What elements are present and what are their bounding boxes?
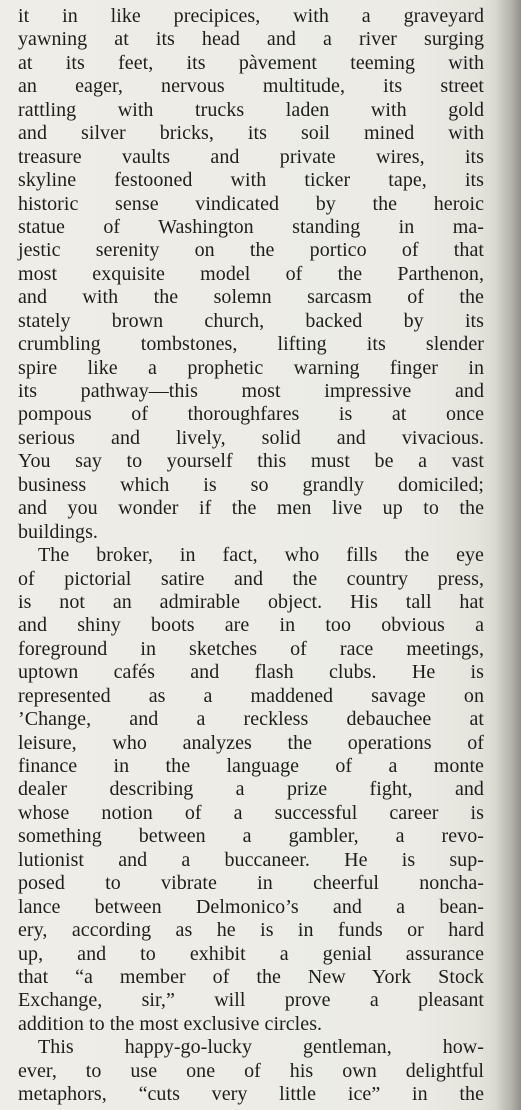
- body-text: [18, 5, 484, 1107]
- page-gutter-shadow: [495, 0, 521, 1110]
- text-line: something between a gambler, a revo-: [18, 825, 484, 848]
- text-line: up, and to exhibit a genial assurance: [18, 942, 484, 965]
- text-line: posed to vibrate in cheerful noncha-: [18, 872, 484, 895]
- text-line: The broker, in fact, who fills the eye: [38, 544, 484, 567]
- text-line: You say to yourself this must be a vast: [18, 450, 484, 473]
- text-line: it in like precipices, with a graveyard: [18, 5, 484, 27]
- text-line: and with the solemn sarcasm of the: [18, 286, 484, 309]
- text-line: ever, to use one of his own delightful: [18, 1059, 484, 1082]
- text-line: foreground in sketches of race meetings,: [18, 637, 484, 660]
- text-line: spire like a prophetic warning finger in: [18, 356, 484, 379]
- text-line: ’Change, and a reckless debauchee at: [18, 708, 484, 731]
- text-line: that “a member of the New York Stock: [18, 965, 484, 988]
- text-line: historic sense vindicated by the heroic: [18, 192, 484, 215]
- text-line: leisure, who analyzes the operations of: [18, 731, 484, 754]
- text-line: of pictorial satire and the country press,: [18, 567, 484, 590]
- text-line: ery, according as he is in funds or hard: [18, 919, 484, 942]
- text-line: and silver bricks, its soil mined with: [18, 122, 484, 145]
- text-line: pompous of thoroughfares is at once: [18, 403, 484, 426]
- text-line: statue of Washington standing in ma-: [18, 215, 484, 238]
- text-line: yawning at its head and a river surging: [18, 28, 484, 51]
- paragraph: [18, 5, 484, 544]
- text-line: Exchange, sir,” will prove a pleasant: [18, 989, 484, 1012]
- text-line: lutionist and a buccaneer. He is sup-: [18, 848, 484, 871]
- text-line: jestic serenity on the portico of that: [18, 239, 484, 262]
- text-line: stately brown church, backed by its: [18, 309, 484, 332]
- text-line: and shiny boots are in too obvious a: [18, 614, 484, 637]
- text-line: represented as a maddened savage on: [18, 684, 484, 707]
- text-line: is not an admirable object. His tall hat: [18, 590, 484, 613]
- text-line: most exquisite model of the Parthenon,: [18, 262, 484, 285]
- text-line: uptown cafés and flash clubs. He is: [18, 661, 484, 684]
- text-line: This happy-go-lucky gentleman, how-: [38, 1036, 484, 1059]
- text-line: buildings.: [18, 520, 98, 543]
- text-line: at its feet, its pàvement teeming with: [18, 51, 484, 74]
- text-line: metaphors, “cuts very little ice” in the: [18, 1083, 484, 1106]
- text-line: treasure vaults and private wires, its: [18, 145, 484, 168]
- text-line: its pathway—this most impressive and: [18, 380, 484, 402]
- text-line: business which is so grandly domiciled;: [18, 473, 484, 496]
- paragraph: [18, 544, 484, 1036]
- text-line: whose notion of a successful career is: [18, 801, 484, 824]
- text-line: and you wonder if the men live up to the: [18, 497, 484, 520]
- text-line: dealer describing a prize fight, and: [18, 778, 484, 801]
- text-line: rattling with trucks laden with gold: [18, 98, 484, 121]
- text-line: lance between Delmonico’s and a bean-: [18, 895, 484, 918]
- text-line: crumbling tombstones, lifting its slender: [18, 333, 484, 356]
- text-line: addition to the most exclusive circles.: [18, 1012, 323, 1035]
- text-line: finance in the language of a monte: [18, 755, 484, 777]
- text-line: an eager, nervous multitude, its street: [18, 75, 484, 98]
- paragraph: [18, 1036, 484, 1106]
- text-line: skyline festooned with ticker tape, its: [18, 169, 484, 192]
- text-line: serious and lively, solid and vivacious.: [18, 426, 484, 449]
